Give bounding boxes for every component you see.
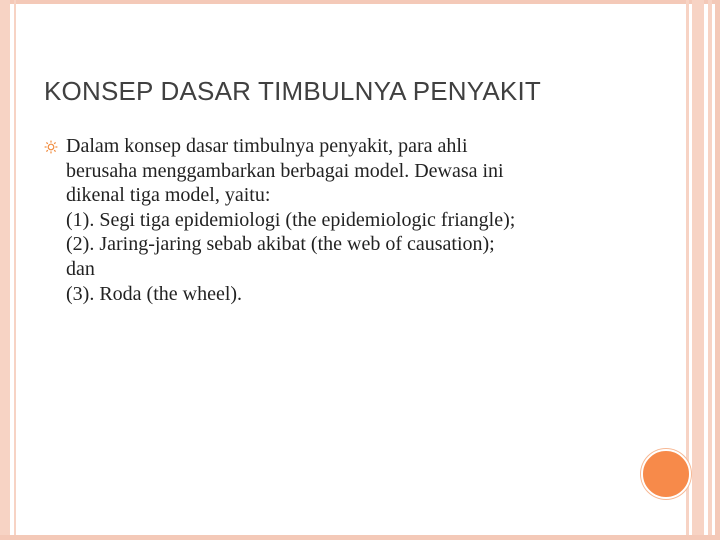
- frame-bottom-border: [0, 535, 720, 540]
- frame-top-border: [0, 0, 720, 4]
- body-line: Dalam konsep dasar timbulnya penyakit, para ahli: [66, 135, 468, 157]
- frame-right-stripe: [708, 0, 712, 540]
- body-line: dikenal tiga model, yaitu:: [66, 184, 271, 207]
- bullet-text: [66, 134, 636, 306]
- body-line: (3). Roda (the wheel).: [66, 282, 243, 305]
- body-line: dan: [66, 257, 95, 280]
- body-line: (2). Jaring-jaring sebab akibat (the web of causation);: [66, 233, 495, 256]
- frame-right-stripe: [715, 0, 720, 540]
- frame-right-stripe: [692, 0, 704, 540]
- frame-left-border: [0, 0, 10, 540]
- decorative-circle: [641, 449, 691, 499]
- frame-left-inner-stripe: [14, 0, 16, 540]
- body-line: (1). Segi tiga epidemiologi (the epidemiologic friangle);: [66, 208, 516, 231]
- slide-title: KONSEP DASAR TIMBULNYA PENYAKIT: [44, 76, 541, 106]
- sun-bullet-icon: [44, 140, 58, 154]
- body-line: berusaha menggambarkan berbagai model. Dewasa ini: [66, 159, 504, 182]
